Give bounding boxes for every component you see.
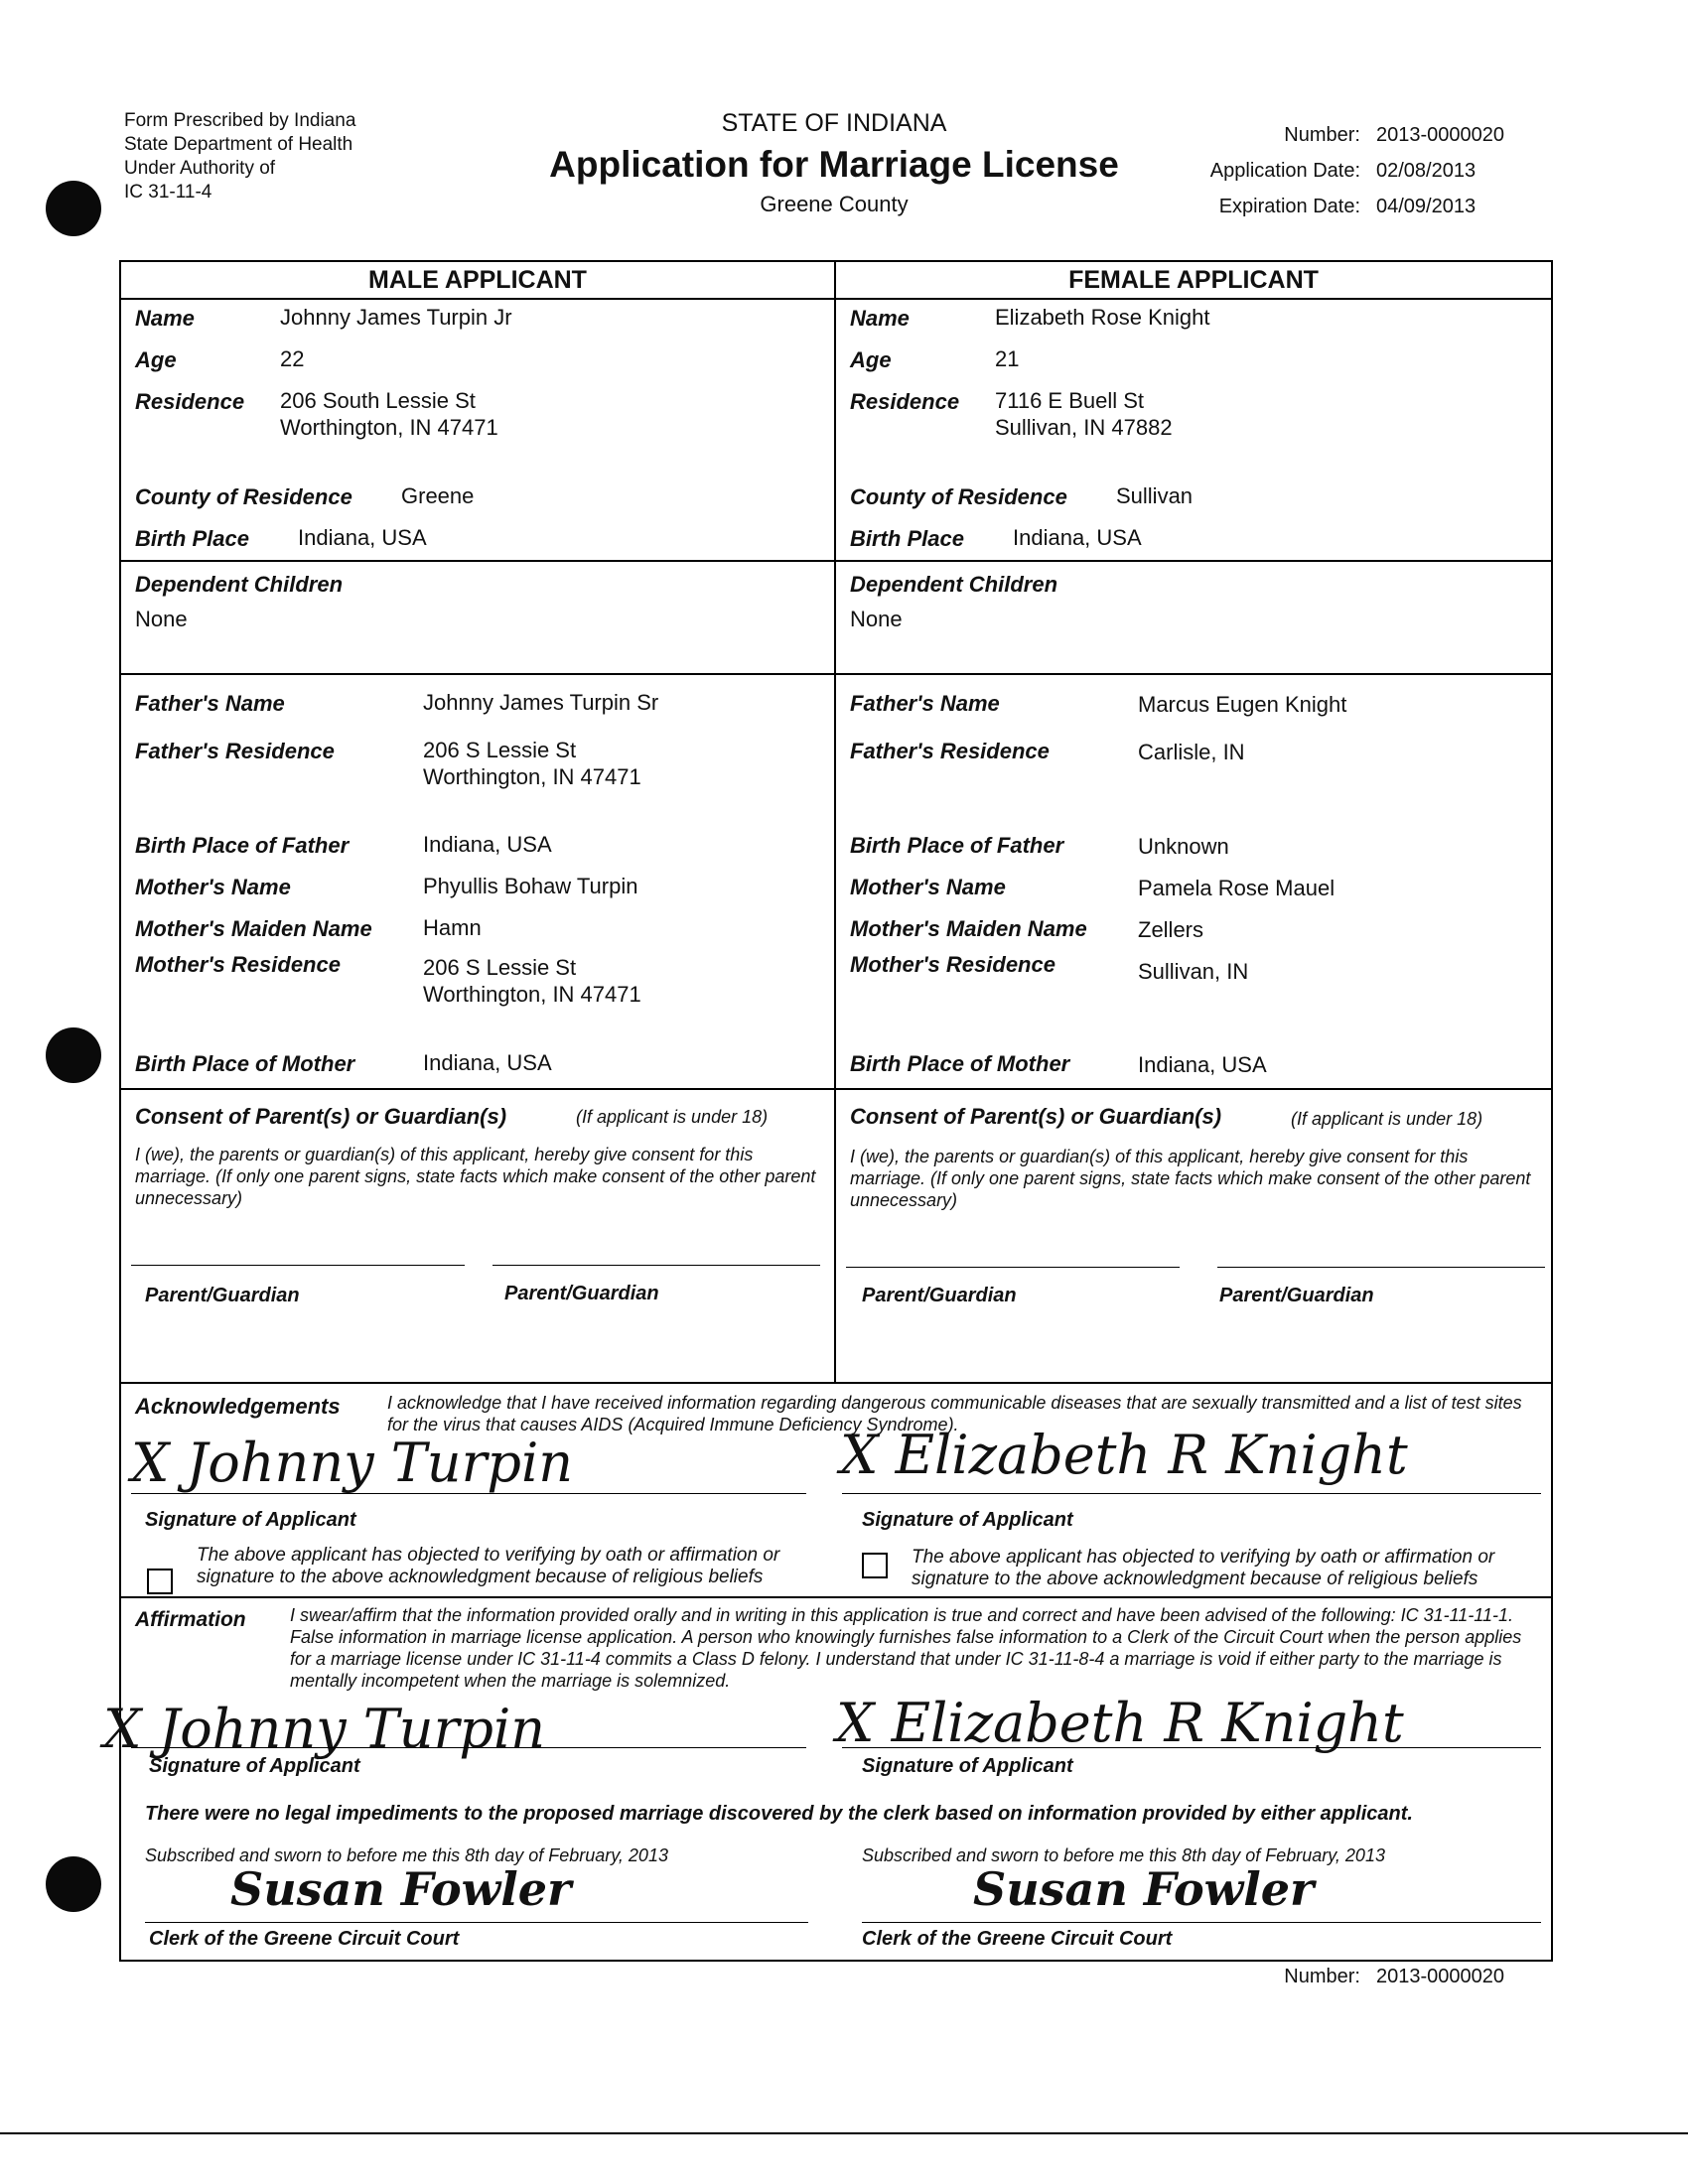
female-applicant-heading: FEMALE APPLICANT xyxy=(1068,266,1319,294)
male-fathers-residence-line1: 206 S Lessie St xyxy=(423,738,577,762)
mothers-name-label: Mother's Name xyxy=(850,875,1006,899)
female-county-of-residence: Sullivan xyxy=(1116,483,1194,508)
divider xyxy=(121,1596,1551,1598)
birth-place-of-mother-label: Birth Place of Mother xyxy=(135,1051,355,1076)
male-religious-objection-checkbox[interactable] xyxy=(147,1569,173,1594)
mothers-residence-label: Mother's Residence xyxy=(850,952,1055,977)
authority-line: IC 31-11-4 xyxy=(124,182,212,203)
subscribed-sworn-text: Subscribed and sworn to before me this 8th day of February, 2013 xyxy=(145,1845,668,1865)
number-label: Number: xyxy=(1284,124,1360,146)
signature-of-applicant-label: Signature of Applicant xyxy=(149,1755,360,1777)
female-birth-place-of-father: Unknown xyxy=(1138,834,1229,859)
mothers-maiden-name-label: Mother's Maiden Name xyxy=(135,916,372,941)
male-signature-line xyxy=(131,1747,806,1748)
county-of-residence-label: County of Residence xyxy=(135,484,352,509)
signature-of-applicant-label: Signature of Applicant xyxy=(862,1755,1073,1777)
clerk-signature-line xyxy=(145,1922,808,1923)
male-birth-place-of-father: Indiana, USA xyxy=(423,832,552,857)
male-birth-place: Indiana, USA xyxy=(298,525,427,550)
county-of-residence-label: County of Residence xyxy=(850,484,1067,509)
birth-place-of-mother-label: Birth Place of Mother xyxy=(850,1051,1070,1076)
age-label: Age xyxy=(850,347,892,372)
clerk-signature: Susan Fowler xyxy=(230,1862,572,1916)
consent-text: I (we), the parents or guardian(s) of this applicant, hereby give consent for this marriage. (If only one parent signs, state facts which make consent of the other parent unnecessary) xyxy=(135,1145,816,1208)
name-label: Name xyxy=(135,306,195,331)
mothers-residence-label: Mother's Residence xyxy=(135,952,341,977)
male-county-of-residence: Greene xyxy=(401,483,475,508)
male-mothers-residence-line1: 206 S Lessie St xyxy=(423,955,577,980)
male-dependent-children: None xyxy=(135,607,188,631)
male-applicant-heading: MALE APPLICANT xyxy=(368,266,587,294)
dependent-children-label: Dependent Children xyxy=(135,572,344,597)
application-form xyxy=(103,260,1553,1962)
female-name: Elizabeth Rose Knight xyxy=(995,305,1210,330)
female-religious-objection-checkbox[interactable] xyxy=(862,1553,888,1578)
authority-line: Under Authority of xyxy=(124,158,276,179)
number-label: Number: xyxy=(1284,1966,1360,1987)
female-mothers-maiden-name: Zellers xyxy=(1138,917,1204,942)
birth-place-label: Birth Place xyxy=(850,526,964,551)
authority-line: State Department of Health xyxy=(124,134,353,155)
parent-guardian-signature-line xyxy=(492,1265,820,1266)
authority-line: Form Prescribed by Indiana xyxy=(124,110,356,131)
male-acknowledgement-signature: X Johnny Turpin xyxy=(131,1432,573,1494)
clerk-signature-line xyxy=(862,1922,1541,1923)
application-date-label: Application Date: xyxy=(1209,160,1360,182)
female-signature-line xyxy=(842,1747,1541,1748)
male-mothers-name: Phyullis Bohaw Turpin xyxy=(423,874,638,898)
consent-title: Consent of Parent(s) or Guardian(s) xyxy=(135,1104,507,1129)
female-age: 21 xyxy=(995,346,1020,371)
residence-label: Residence xyxy=(135,389,245,414)
signature-of-applicant-label: Signature of Applicant xyxy=(862,1509,1073,1531)
male-residence-line2: Worthington, IN 47471 xyxy=(280,415,498,440)
consent-title: Consent of Parent(s) or Guardian(s) xyxy=(850,1104,1222,1129)
license-number: 2013-0000020 xyxy=(1376,1966,1505,1987)
female-residence-line1: 7116 E Buell St xyxy=(995,388,1145,413)
mothers-name-label: Mother's Name xyxy=(135,875,291,899)
female-fathers-residence-line1: Carlisle, IN xyxy=(1138,740,1245,764)
no-impediments-statement: There were no legal impediments to the proposed marriage discovered by the clerk based on information provided by either applicant. xyxy=(145,1803,1413,1825)
age-label: Age xyxy=(135,347,177,372)
application-date: 02/08/2013 xyxy=(1376,160,1477,182)
fathers-name-label: Father's Name xyxy=(850,691,1000,716)
clerk-label: Clerk of the Greene Circuit Court xyxy=(149,1928,460,1950)
residence-label: Residence xyxy=(850,389,960,414)
license-number: 2013-0000020 xyxy=(1376,124,1505,146)
form-authority xyxy=(124,109,355,205)
male-fathers-name: Johnny James Turpin Sr xyxy=(423,690,659,715)
birth-place-of-father-label: Birth Place of Father xyxy=(135,833,350,858)
punch-hole-middle xyxy=(46,1027,101,1083)
mothers-maiden-name-label: Mother's Maiden Name xyxy=(850,916,1087,941)
objection-text: The above applicant has objected to verifying by oath or affirmation or signature to the above acknowledgment because of religious beliefs xyxy=(912,1547,1495,1589)
fathers-name-label: Father's Name xyxy=(135,691,285,716)
male-fathers-residence-line2: Worthington, IN 47471 xyxy=(423,764,641,789)
clerk-label: Clerk of the Greene Circuit Court xyxy=(862,1928,1173,1950)
divider xyxy=(121,1088,1551,1090)
consent-note: (If applicant is under 18) xyxy=(1291,1109,1483,1129)
consent-text: I (we), the parents or guardian(s) of this applicant, hereby give consent for this marriage. (If only one parent signs, state facts which make consent of the other parent unnecessary) xyxy=(850,1147,1531,1210)
divider xyxy=(121,560,1551,562)
name-label: Name xyxy=(850,306,910,331)
birth-place-label: Birth Place xyxy=(135,526,249,551)
female-signature-line xyxy=(842,1493,1541,1494)
female-mothers-residence-line1: Sullivan, IN xyxy=(1138,959,1249,984)
signature-of-applicant-label: Signature of Applicant xyxy=(145,1509,356,1531)
parent-guardian-label: Parent/Guardian xyxy=(862,1285,1017,1306)
female-birth-place-of-mother: Indiana, USA xyxy=(1138,1052,1267,1077)
consent-note: (If applicant is under 18) xyxy=(576,1107,769,1127)
female-birth-place: Indiana, USA xyxy=(1013,525,1142,550)
fathers-residence-label: Father's Residence xyxy=(850,739,1050,763)
fathers-residence-label: Father's Residence xyxy=(135,739,335,763)
affirmation-label: Affirmation xyxy=(135,1608,246,1631)
license-info xyxy=(1162,117,1504,224)
clerk-signature: Susan Fowler xyxy=(973,1862,1315,1916)
male-mothers-maiden-name: Hamn xyxy=(423,915,482,940)
male-residence-line1: 206 South Lessie St xyxy=(280,388,476,413)
objection-text: The above applicant has objected to verifying by oath or affirmation or signature to the above acknowledgment because of religious beliefs xyxy=(197,1545,780,1587)
female-mothers-name: Pamela Rose Mauel xyxy=(1138,876,1336,900)
male-mothers-residence-line2: Worthington, IN 47471 xyxy=(423,982,641,1007)
dependent-children-label: Dependent Children xyxy=(850,572,1058,597)
birth-place-of-father-label: Birth Place of Father xyxy=(850,833,1064,858)
male-name: Johnny James Turpin Jr xyxy=(280,305,512,330)
female-acknowledgement-signature: X Elizabeth R Knight xyxy=(840,1424,1408,1486)
footer-license-number xyxy=(1162,1966,1504,1988)
female-dependent-children: None xyxy=(850,607,903,631)
acknowledgements-text: I acknowledge that I have received information regarding dangerous communicable diseases that are sexually transmitted and a list of test sites for the virus that causes AIDS (Acquired Immune Deficiency Syndrome). xyxy=(387,1393,1522,1434)
page-title: Application for Marriage License xyxy=(549,144,1119,185)
male-affirmation-signature: X Johnny Turpin xyxy=(103,1698,545,1760)
expiration-date: 04/09/2013 xyxy=(1376,196,1477,217)
punch-hole-top xyxy=(46,181,101,236)
male-signature-line xyxy=(131,1493,806,1494)
punch-hole-bottom xyxy=(46,1856,101,1912)
parent-guardian-signature-line xyxy=(846,1267,1180,1268)
female-affirmation-signature: X Elizabeth R Knight xyxy=(836,1692,1404,1754)
divider xyxy=(121,298,1551,300)
column-divider xyxy=(834,262,836,1382)
subscribed-sworn-text: Subscribed and sworn to before me this 8th day of February, 2013 xyxy=(862,1845,1385,1865)
affirmation-text: I swear/affirm that the information provided orally and in writing in this application is true and correct and have been advised of the following: IC 31-11-11-1. False information in marriage license application. A person who knowingly furnishes false information to a Clerk of the Circuit Court when the person applies for a marriage license under IC 31-11-4 commits a Class D felony. I understand that under IC 31-11-8-4 a marriage is void if either party to the marriage is mentally incompetent when the marriage is solemnized. xyxy=(290,1605,1522,1691)
state-name: STATE OF INDIANA xyxy=(721,109,947,137)
county-name: Greene County xyxy=(760,192,909,216)
male-age: 22 xyxy=(280,346,305,371)
acknowledgements-label: Acknowledgements xyxy=(135,1394,341,1419)
divider xyxy=(121,1382,1551,1384)
parent-guardian-signature-line xyxy=(131,1265,465,1266)
male-birth-place-of-mother: Indiana, USA xyxy=(423,1050,552,1075)
form-header xyxy=(467,109,1201,217)
female-fathers-name: Marcus Eugen Knight xyxy=(1138,692,1347,717)
parent-guardian-label: Parent/Guardian xyxy=(1219,1285,1374,1306)
expiration-date-label: Expiration Date: xyxy=(1218,196,1360,217)
divider xyxy=(121,673,1551,675)
page-bottom-rule xyxy=(0,2132,1688,2134)
female-residence-line2: Sullivan, IN 47882 xyxy=(995,415,1173,440)
parent-guardian-label: Parent/Guardian xyxy=(504,1283,659,1304)
parent-guardian-label: Parent/Guardian xyxy=(145,1285,300,1306)
parent-guardian-signature-line xyxy=(1217,1267,1545,1268)
